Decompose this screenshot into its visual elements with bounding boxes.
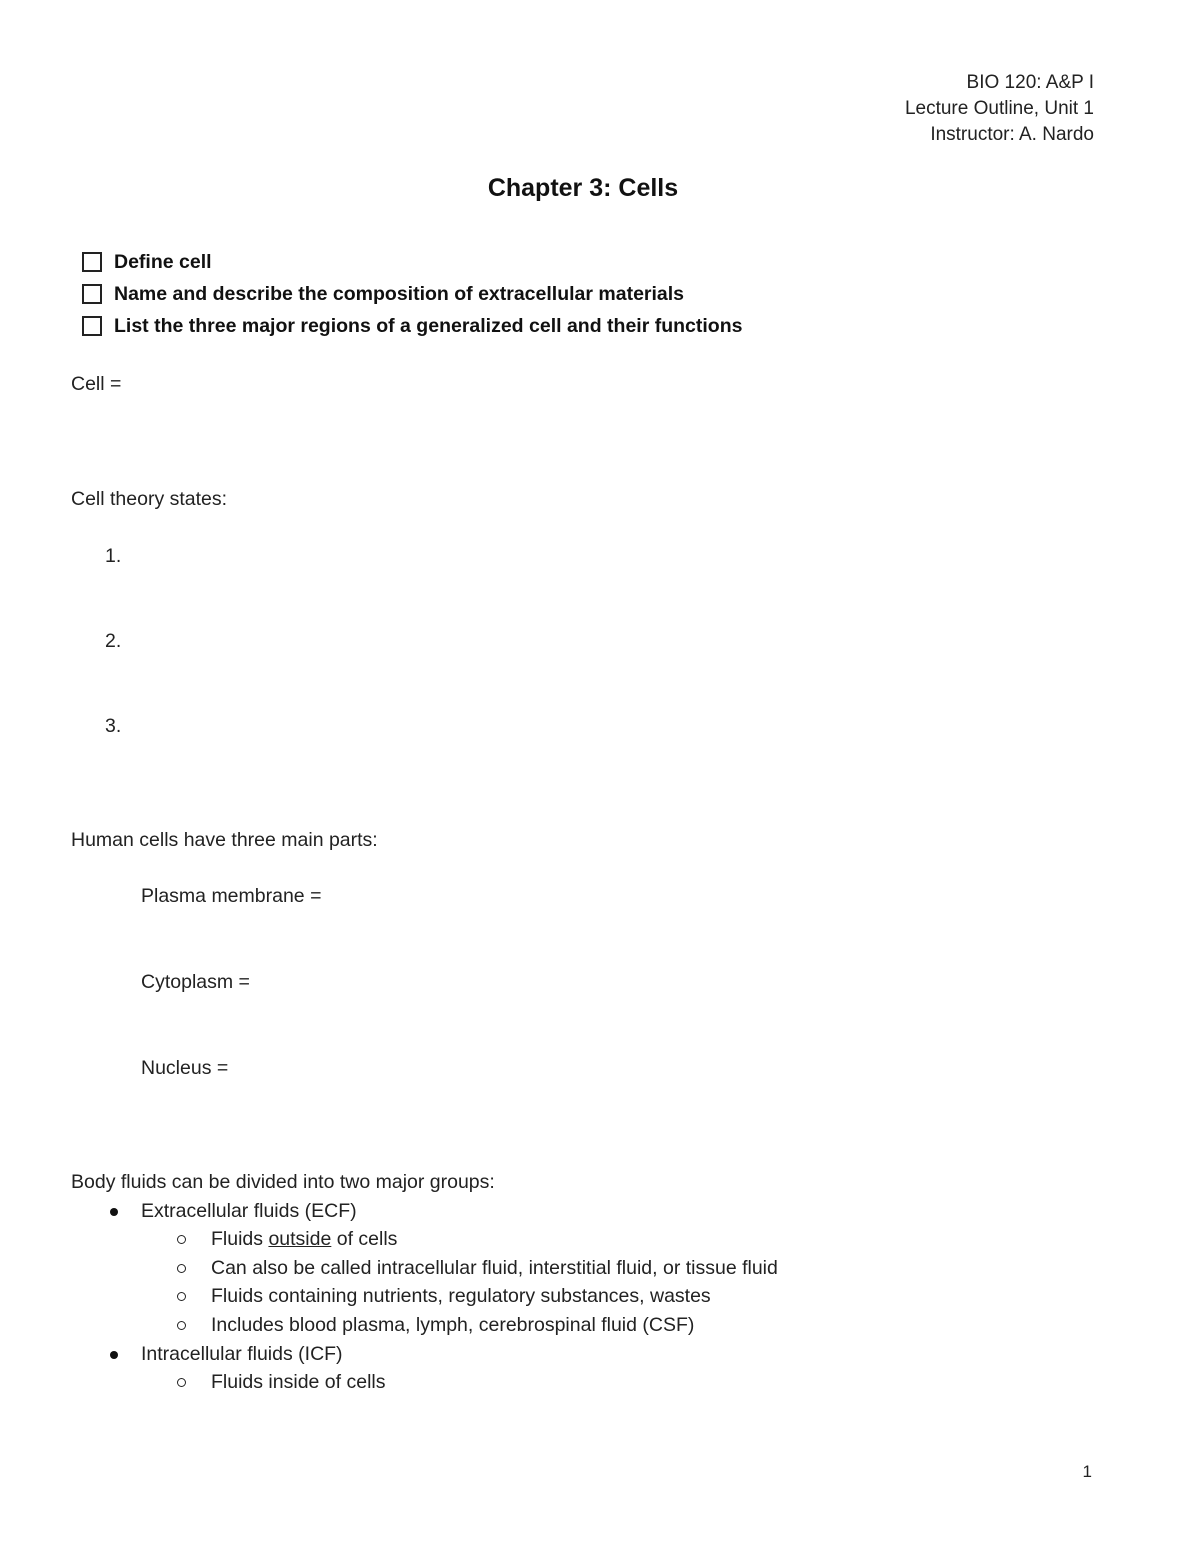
emphasis-outside: outside xyxy=(268,1228,332,1250)
ecf-sub-item: Can also be called intracellular fluid, interstitial fluid, or tissue fluid xyxy=(211,1257,778,1279)
cell-definition-prompt: Cell = xyxy=(71,373,122,395)
objective-label: List the three major regions of a generalized cell and their functions xyxy=(114,314,743,337)
human-cells-heading: Human cells have three main parts: xyxy=(71,829,378,851)
ecf-label: Extracellular fluids (ECF) xyxy=(141,1200,357,1222)
cell-theory-item: 3. xyxy=(105,715,122,737)
cell-theory-heading: Cell theory states: xyxy=(71,488,228,510)
ecf-sub-item-text: Fluids xyxy=(211,1228,269,1250)
cell-theory-item: 1. xyxy=(105,545,122,567)
objective-item[interactable] xyxy=(82,281,684,307)
checkbox-icon[interactable] xyxy=(82,316,102,336)
ecf-sub-item: Fluids containing nutrients, regulatory substances, wastes xyxy=(211,1285,711,1307)
sub-bullet-icon xyxy=(177,1292,186,1301)
ecf-sub-item-text: of cells xyxy=(331,1228,398,1250)
ecf-sub-item xyxy=(211,1226,397,1252)
objective-label: Name and describe the composition of extracellular materials xyxy=(114,282,685,305)
cell-theory-item: 2. xyxy=(105,630,122,652)
page-number: 1 xyxy=(1082,1462,1092,1481)
checkbox-icon[interactable] xyxy=(82,284,102,304)
outline-label: Lecture Outline, Unit 1 xyxy=(904,98,1094,119)
sub-bullet-icon xyxy=(177,1378,186,1387)
nucleus-prompt: Nucleus = xyxy=(141,1057,229,1079)
ecf-sub-item: Includes blood plasma, lymph, cerebrospinal fluid (CSF) xyxy=(211,1314,695,1336)
icf-label: Intracellular fluids (ICF) xyxy=(141,1343,343,1365)
objective-item[interactable] xyxy=(82,313,742,339)
objective-label: Define cell xyxy=(114,250,212,273)
plasma-membrane-prompt: Plasma membrane = xyxy=(141,885,322,907)
sub-bullet-icon xyxy=(177,1264,186,1273)
course-name: BIO 120: A&P I xyxy=(966,72,1094,93)
icf-sub-item: Fluids inside of cells xyxy=(211,1371,386,1393)
chapter-title: Chapter 3: Cells xyxy=(487,174,679,202)
instructor-name: Instructor: A. Nardo xyxy=(930,124,1094,145)
bullet-icon xyxy=(110,1208,118,1216)
cytoplasm-prompt: Cytoplasm = xyxy=(141,971,250,993)
objective-item[interactable] xyxy=(82,249,212,275)
bullet-icon xyxy=(110,1351,118,1359)
sub-bullet-icon xyxy=(177,1321,186,1330)
body-fluids-heading: Body fluids can be divided into two major groups: xyxy=(71,1171,495,1193)
checkbox-icon[interactable] xyxy=(82,252,102,272)
sub-bullet-icon xyxy=(177,1235,186,1244)
